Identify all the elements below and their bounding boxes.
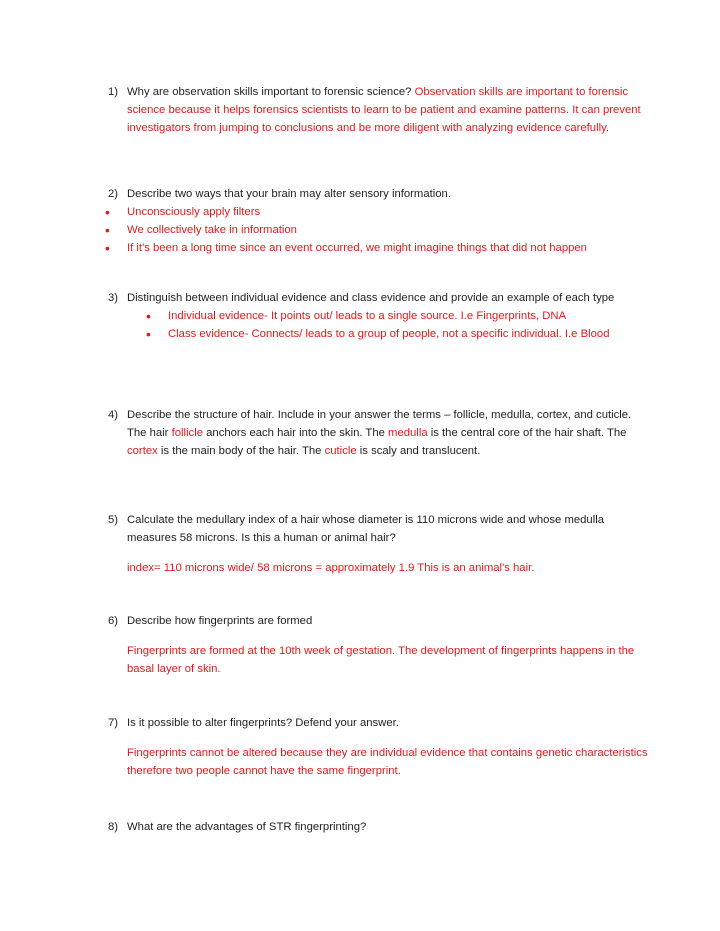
question-number: 1) xyxy=(108,86,119,98)
question-7 xyxy=(108,714,648,780)
question-number: 8) xyxy=(108,821,119,833)
answer-paragraph: The hair follicle anchors each hair into the skin. The medulla is the central core of the hair shaft. The cortex is the main body of the hair. The cuticle is scaly and translucent. xyxy=(127,427,627,457)
answer-text: Observation skills are important to forensic science because it helps forensics scientists to learn to be patient and examine patterns. It can prevent investigators from jumping to conclusions and be more diligent with analyzing evidence carefully. xyxy=(127,86,641,134)
term-cuticle: cuticle xyxy=(324,445,357,457)
bullet-icon: • xyxy=(146,308,151,324)
bullet-icon: • xyxy=(105,240,110,256)
question-8 xyxy=(108,818,648,836)
answer-text: Fingerprints cannot be altered because they are individual evidence that contains genetic characteristics therefore two people cannot have the same fingerprint. xyxy=(127,747,648,777)
bullet-item: • Individual evidence- It points out/ leads to a single source. I.e Fingerprints, DNA xyxy=(146,308,567,324)
question-number: 3) xyxy=(108,292,119,304)
question-3 xyxy=(108,289,648,343)
question-number: 6) xyxy=(108,615,119,627)
bullet-icon: • xyxy=(105,204,110,220)
bullet-icon: • xyxy=(105,222,110,238)
question-number: 7) xyxy=(108,717,119,729)
question-text: Distinguish between individual evidence and class evidence and provide an example of each type xyxy=(127,292,615,304)
question-text: Why are observation skills important to forensic science? xyxy=(127,86,412,98)
question-2 xyxy=(105,185,648,257)
bullet-item: • We collectively take in information xyxy=(105,222,297,238)
question-text: Describe two ways that your brain may alter sensory information. xyxy=(127,188,451,200)
term-medulla: medulla xyxy=(388,427,428,439)
question-number: 4) xyxy=(108,409,119,421)
term-cortex: cortex xyxy=(127,445,158,457)
question-text: Describe how fingerprints are formed xyxy=(127,615,313,627)
term-follicle: follicle xyxy=(171,427,203,439)
question-text: Describe the structure of hair. Include in your answer the terms – follicle, medulla, cortex, and cuticle. xyxy=(127,409,632,421)
question-5 xyxy=(108,511,648,577)
question-number: 5) xyxy=(108,514,119,526)
answer-text: index= 110 microns wide/ 58 microns = approximately 1.9 This is an animal's hair. xyxy=(127,562,535,574)
question-1 xyxy=(108,83,648,137)
question-text: Calculate the medullary index of a hair whose diameter is 110 microns wide and whose medulla measures 58 microns. Is this a human or animal hair? xyxy=(127,514,605,544)
question-4 xyxy=(108,406,648,460)
bullet-item: • If it's been a long time since an event occurred, we might imagine things that did not happen xyxy=(105,240,587,256)
question-number: 2) xyxy=(108,188,119,200)
bullet-item: • Class evidence- Connects/ leads to a group of people, not a specific individual. I.e Blood xyxy=(146,326,610,342)
question-text: What are the advantages of STR fingerprinting? xyxy=(127,821,367,833)
question-6 xyxy=(108,612,648,678)
bullet-item: • Unconsciously apply filters xyxy=(105,204,261,220)
bullet-icon: • xyxy=(146,326,151,342)
answer-text: Fingerprints are formed at the 10th week of gestation. The development of fingerprints happens in the basal layer of skin. xyxy=(127,645,635,675)
question-text: Is it possible to alter fingerprints? Defend your answer. xyxy=(127,717,399,729)
